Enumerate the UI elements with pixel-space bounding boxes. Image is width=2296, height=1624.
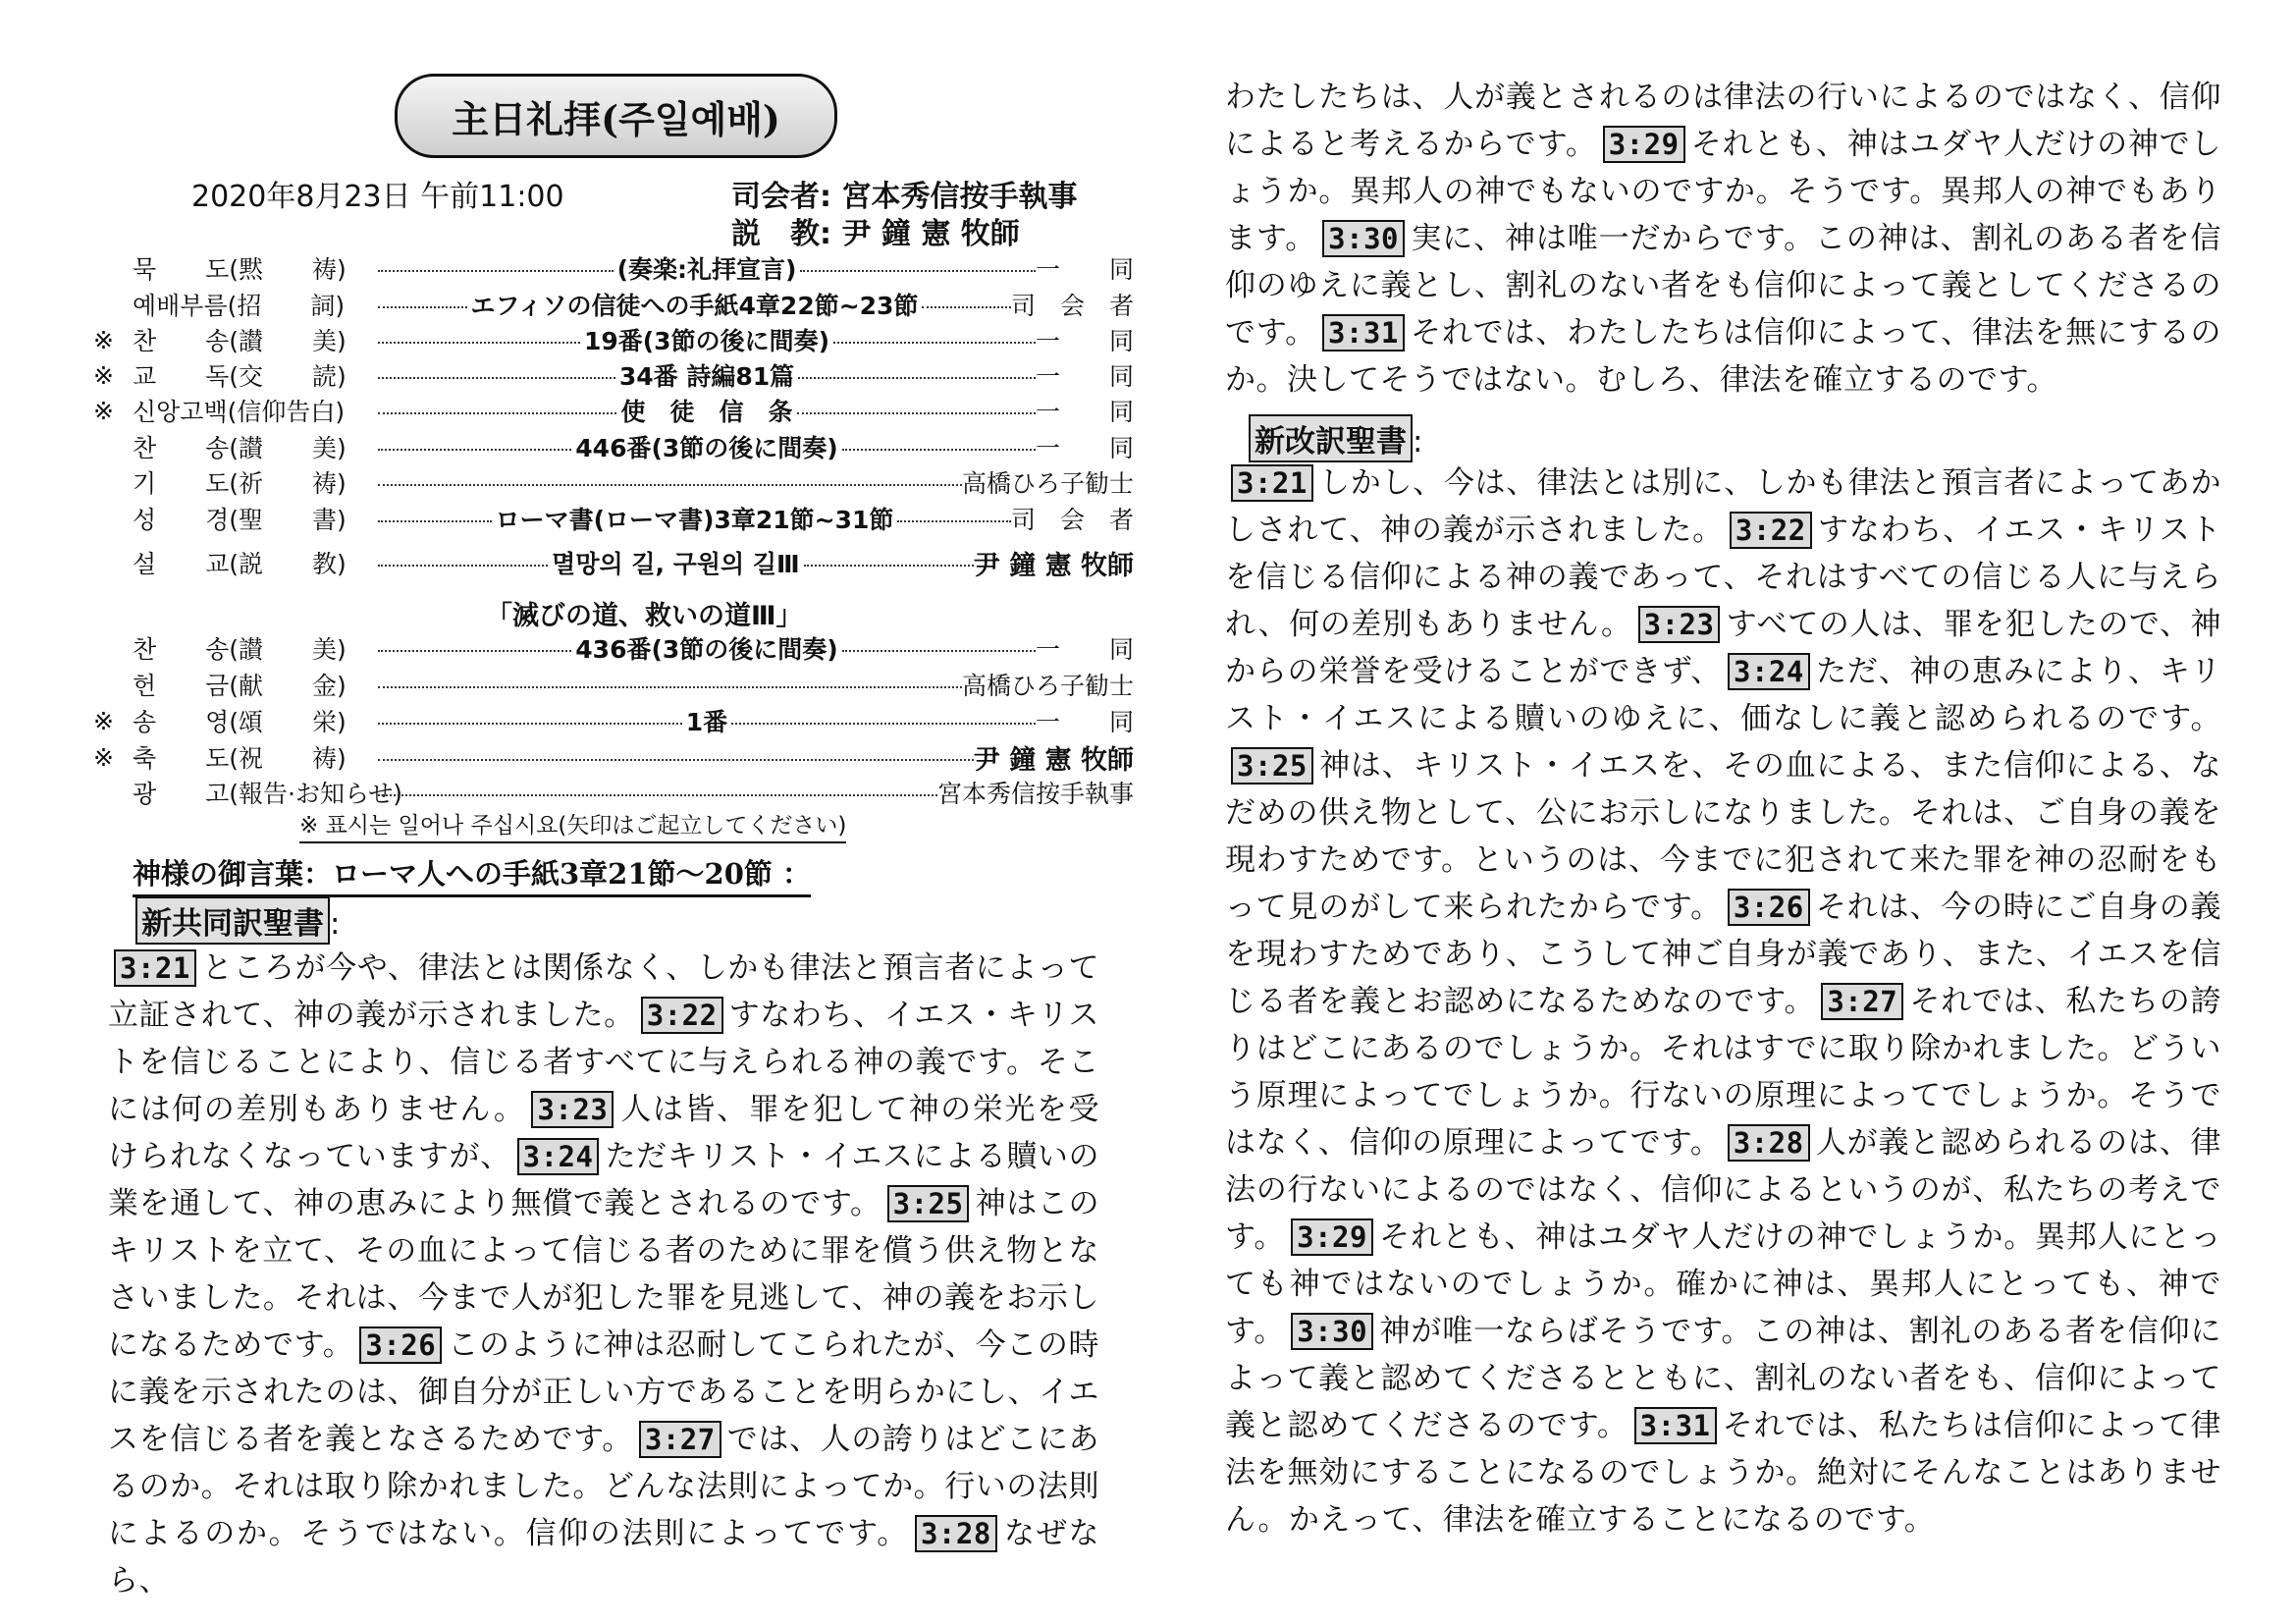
service-item-name: 헌 금(献 金) <box>133 672 347 700</box>
service-item <box>93 630 1134 666</box>
dot-leader <box>378 686 962 688</box>
service-item <box>93 429 1134 464</box>
verse-text: ただキリスト・イエスによる贖いの業を通して、神の恵みにより無償で義とされるのです。 <box>108 1139 1100 1221</box>
verse-text: それでは、わたしたちは信仰によって、律法を無にするのか。決してそうではない。むしろ、律法を確立するのです。 <box>1225 315 2221 398</box>
translation-name: 新共同訳聖書 <box>135 896 330 945</box>
verse-number: 3:31 <box>1634 1407 1717 1444</box>
verse-number: 3:23 <box>1638 606 1721 643</box>
service-item-leader: 一 同 <box>1036 434 1135 462</box>
service-item <box>93 287 1134 322</box>
verse-text: なぜなら、 <box>108 1516 1099 1598</box>
dot-leader <box>378 449 571 451</box>
service-item-leader: 高橋ひろ子勧士 <box>961 469 1134 498</box>
service-item-leader: 尹 鐘 憲 牧師 <box>973 550 1134 581</box>
passage-left <box>108 945 1099 1604</box>
service-item-name: 찬 송(讃 美) <box>133 635 347 664</box>
service-item <box>93 703 1134 738</box>
scripture-heading: 神様の御言葉：ローマ人への手紙3章21節～20節 ： <box>133 852 811 897</box>
verse-text: では、人の誇りはどこにあるのか。それは取り除かれました。どんな法則によってか。行いの法則によるのか。そうではない。信仰の法則によってです。 <box>108 1422 1099 1551</box>
verse-number: 3:29 <box>1603 126 1685 163</box>
service-item <box>93 667 1134 702</box>
service-item-name: 설 교(説 教) <box>133 550 347 578</box>
service-item-content: 멸망의 길, 구원의 길Ⅲ <box>552 550 800 578</box>
service-item-leader: 一 同 <box>1035 327 1134 355</box>
service-item-leader: 一 同 <box>1035 255 1134 284</box>
verse-number: 3:22 <box>1730 512 1812 549</box>
passage-right-continued <box>1225 74 2221 404</box>
dot-leader <box>378 759 974 761</box>
dot-leader <box>378 794 937 796</box>
verse-text: すべての人は、罪を犯したので、神からの栄誉を受けることができず、 <box>1225 607 2221 689</box>
service-item-name: 성 경(聖 書) <box>133 506 347 534</box>
verse-text: 神は、キリスト・イエスを、その血による、また信仰による、なだめの供え物として、公にお示しになりました。それは、ご自身の義を現わすためです。というのは、今までに犯されて来た罪を神の忍耐をもって見のがして来られたからです。 <box>1225 748 2221 925</box>
dot-leader <box>804 565 974 567</box>
verse-text: 神はこのキリストを立て、その血によって信じる者のために罪を償う供え物となさいました。それは、今まで人が犯した罪を見逃して、神の義をお示しになるためです。 <box>108 1186 1100 1363</box>
service-item-name: 송 영(頌 栄) <box>133 708 347 736</box>
verse-number: 3:21 <box>1231 464 1313 502</box>
service-item-leader: 高橋ひろ子勧士 <box>961 672 1134 700</box>
verse-text: 人は皆、罪を犯して神の栄光を受けられなくなっていますが、 <box>108 1092 1100 1174</box>
verse-number: 3:28 <box>1728 1124 1810 1162</box>
dot-leader <box>378 565 548 567</box>
dot-leader <box>378 342 580 344</box>
service-item-content: 436番(3節の後に間奏) <box>575 635 838 664</box>
standing-note: ※ 표시는 일어나 주십시요(矢印はご起立してください) <box>299 807 846 843</box>
service-item <box>93 545 1134 580</box>
verse-text: すなわち、イエス・キリストを信じることにより、信じる者すべてに与えられる神の義です。そこには何の差別もありません。 <box>108 998 1099 1127</box>
service-item <box>93 250 1134 286</box>
verse-text: それは、今の時にご自身の義を現わすためであり、こうして神ご自身が義であり、また、イエスを信じる者を義とお認めになるためなのです。 <box>1225 890 2221 1019</box>
verse-number: 3:25 <box>887 1185 970 1222</box>
presider: 司会者: 宮本秀信按手執事 <box>731 180 1078 214</box>
verse-text: それとも、神はユダヤ人だけの神でしょうか。異邦人の神でもないのですか。そうです。異邦人の神でもあります。 <box>1225 127 2221 256</box>
translation-name: 新改訳聖書 <box>1249 414 1413 462</box>
verse-text: それでは、私たちは信仰によって律法を無効にすることになるのでしょうか。絶対にそんなことはありません。かえって、律法を確立することになるのです。 <box>1225 1408 2221 1538</box>
verse-number: 3:22 <box>641 997 723 1034</box>
verse-number: 3:26 <box>1728 889 1810 926</box>
service-item-content: 使 徒 信 条 <box>620 398 793 426</box>
service-item-leader: 司 会 者 <box>1011 292 1135 320</box>
service-item-name: 광 고(報告·お知らせ) <box>133 780 403 808</box>
verse-number: 3:21 <box>114 949 196 987</box>
verse-text: それでは、私たちの誇りはどこにあるのでしょうか。それはすでに取り除かれました。どういう原理によってでしょうか。行ないの原理によってでしょうか。そうではなく、信仰の原理によってです。 <box>1225 984 2221 1161</box>
verse-text: すなわち、イエス・キリストを信じる信仰による神の義であって、それはすべての信じる人に与えられ、何の差別もありません。 <box>1225 513 2221 642</box>
service-item-name: 축 도(祝 祷) <box>133 744 347 773</box>
dot-leader <box>922 306 1011 308</box>
service-item-name: 기 도(祈 祷) <box>133 469 347 498</box>
stand-mark: ※ <box>93 325 114 354</box>
verse-text: 人が義と認められるのは、律法の行ないによるのではなく、信仰によるというのが、私たちの考えです。 <box>1225 1125 2221 1255</box>
stand-mark: ※ <box>93 706 114 735</box>
service-item-leader: 宮本秀信按手執事 <box>936 780 1134 808</box>
verse-text: このように神は忍耐してこられたが、今この時に義を示されたのは、御自分が正しい方であることを明らかにし、イエスを信じる者を義となさるためです。 <box>108 1327 1099 1457</box>
dot-leader <box>378 270 614 272</box>
dot-leader <box>378 412 616 414</box>
verse-text: ところが今や、律法とは関係なく、しかも律法と預言者によって立証されて、神の義が示されました。 <box>108 950 1099 1033</box>
verse-text: しかし、今は、律法とは別に、しかも律法と預言者によってあかしされて、神の義が示されました。 <box>1225 465 2221 548</box>
verse-text: 神が唯一ならばそうです。この神は、割礼のある者を信仰によって義と認めてくださるとともに、割礼のない者をも、信仰によって義と認めてくださるのです。 <box>1225 1314 2221 1443</box>
service-date: 2020年8月23日 午前11:00 <box>191 180 564 214</box>
service-item <box>93 322 1134 357</box>
service-item-content: エフィソの信徒への手紙4章22節~23節 <box>470 292 919 320</box>
service-item-content: (奏楽:礼拝宣言) <box>616 255 797 284</box>
translation-label-left: 新共同訳聖書 : <box>135 896 340 945</box>
service-item <box>93 464 1134 500</box>
verse-number: 3:24 <box>517 1138 600 1175</box>
dot-leader <box>798 377 1036 379</box>
service-item-leader: 一 同 <box>1036 708 1135 736</box>
service-item-name: 교 독(交 読) <box>133 362 347 391</box>
service-item-name: 예배부름(招 詞) <box>133 292 346 320</box>
service-item-content: 34番 詩編81篇 <box>618 362 795 391</box>
service-item-name: 신앙고백(信仰告白) <box>133 398 346 426</box>
service-item-leader: 一 同 <box>1036 635 1135 664</box>
stand-mark: ※ <box>93 742 114 772</box>
service-item <box>93 501 1134 536</box>
passage-right <box>1225 460 2221 1543</box>
service-item-name: 찬 송(讃 美) <box>133 327 347 355</box>
verse-number: 3:24 <box>1728 653 1810 690</box>
service-item-name: 묵 도(黙 祷) <box>133 255 347 284</box>
service-item-leader: 一 同 <box>1035 398 1134 426</box>
dot-leader <box>378 723 682 725</box>
service-item <box>93 739 1134 775</box>
service-item <box>93 393 1134 428</box>
service-item-content: 1番 <box>685 708 728 736</box>
stand-mark: ※ <box>93 396 114 425</box>
dot-leader <box>833 342 1036 344</box>
stand-mark: ※ <box>93 360 114 390</box>
dot-leader <box>378 306 467 308</box>
service-item-content: ローマ書(ローマ書)3章21節~31節 <box>495 506 894 534</box>
preacher: 説 教: 尹 鐘 憲 牧師 <box>731 217 1020 251</box>
verse-number: 3:31 <box>1322 314 1405 352</box>
sermon-subtitle: 「滅びの道、救いの道Ⅲ」 <box>486 601 803 631</box>
service-item <box>93 357 1134 393</box>
dot-leader <box>378 377 615 379</box>
verse-number: 3:28 <box>915 1515 997 1552</box>
verse-text: ただ、神の恵みにより、キリスト・イエスによる贖いのゆえに、価なしに義と認められるのです。 <box>1225 654 2222 736</box>
dot-leader <box>800 270 1036 272</box>
dot-leader <box>378 520 492 522</box>
service-item-leader: 尹 鐘 憲 牧師 <box>973 744 1134 776</box>
verse-number: 3:23 <box>531 1091 614 1128</box>
service-item <box>93 775 1134 810</box>
dot-leader <box>378 650 571 652</box>
dot-leader <box>797 412 1036 414</box>
service-item-leader: 司 会 者 <box>1011 506 1135 534</box>
verse-text: それとも、神はユダヤ人だけの神でしょうか。異邦人にとっても神ではないのでしょうか。確かに神は、異邦人にとっても、神です。 <box>1225 1219 2221 1349</box>
continued-text: わたしたちは、人が義とされるのは律法の行いによるのではなく、信仰によると考えるからです。 <box>1225 80 2221 162</box>
verse-number: 3:25 <box>1231 747 1313 785</box>
verse-number: 3:27 <box>639 1421 721 1458</box>
service-item-content: 446番(3節の後に間奏) <box>575 434 838 462</box>
verse-number: 3:26 <box>359 1326 442 1364</box>
dot-leader <box>378 484 962 486</box>
verse-number: 3:30 <box>1322 220 1405 257</box>
service-item-content: 19番(3節の後に間奏) <box>583 327 830 355</box>
dot-leader <box>897 520 1011 522</box>
verse-text: 実に、神は唯一だからです。この神は、割礼のある者を信仰のゆえに義とし、割礼のない者をも信仰によって義としてくださるのです。 <box>1225 221 2221 351</box>
translation-label-right: 新改訳聖書 : <box>1249 414 1422 462</box>
verse-number: 3:30 <box>1291 1313 1373 1350</box>
service-item-name: 찬 송(讃 美) <box>133 434 347 462</box>
dot-leader <box>842 650 1036 652</box>
service-item-leader: 一 同 <box>1035 362 1134 391</box>
verse-number: 3:27 <box>1821 983 1903 1020</box>
dot-leader <box>842 449 1036 451</box>
verse-number: 3:29 <box>1291 1218 1373 1256</box>
page-title: 主日礼拝(주일예배) <box>395 74 837 158</box>
dot-leader <box>731 723 1036 725</box>
